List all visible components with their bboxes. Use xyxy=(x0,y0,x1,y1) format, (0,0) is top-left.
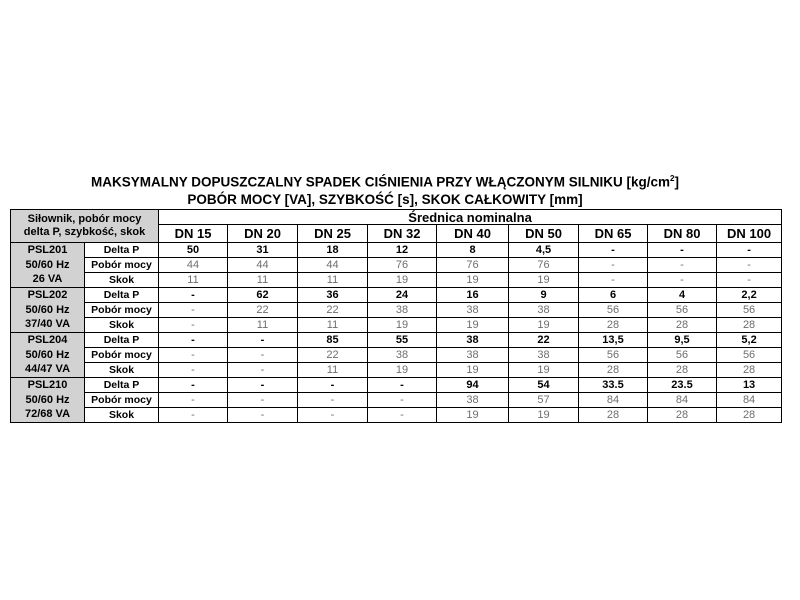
value-cell: 2,2 xyxy=(717,288,782,303)
actuator-spec: 50/60 Hz xyxy=(11,393,85,408)
value-cell: 19 xyxy=(509,318,579,333)
value-cell: - xyxy=(159,378,228,393)
value-cell: 9 xyxy=(509,288,579,303)
value-cell: 12 xyxy=(368,243,437,258)
value-cell: - xyxy=(298,408,368,423)
table-row xyxy=(11,288,782,303)
value-cell: 50 xyxy=(159,243,228,258)
value-cell: 56 xyxy=(717,303,782,318)
parameter-label: Pobór mocy xyxy=(85,393,159,408)
value-cell: - xyxy=(159,363,228,378)
value-cell: 44 xyxy=(228,258,298,273)
table-row xyxy=(11,408,782,423)
value-cell: 56 xyxy=(579,348,648,363)
table-row xyxy=(11,258,782,273)
value-cell: 76 xyxy=(437,258,509,273)
parameter-label: Pobór mocy xyxy=(85,348,159,363)
actuator-spec: 50/60 Hz xyxy=(11,258,85,273)
value-cell: 55 xyxy=(368,333,437,348)
value-cell: - xyxy=(368,393,437,408)
value-cell: - xyxy=(228,408,298,423)
value-cell: - xyxy=(368,378,437,393)
value-cell: - xyxy=(648,258,717,273)
value-cell: - xyxy=(298,393,368,408)
value-cell: 57 xyxy=(509,393,579,408)
table-row xyxy=(11,363,782,378)
value-cell: 56 xyxy=(648,348,717,363)
value-cell: - xyxy=(717,258,782,273)
value-cell: 28 xyxy=(648,363,717,378)
value-cell: 38 xyxy=(437,333,509,348)
value-cell: 85 xyxy=(298,333,368,348)
value-cell: 38 xyxy=(368,303,437,318)
value-cell: 84 xyxy=(717,393,782,408)
value-cell: 44 xyxy=(159,258,228,273)
value-cell: 4 xyxy=(648,288,717,303)
actuator-spec: 50/60 Hz xyxy=(11,303,85,318)
dn-header-cell: DN 50 xyxy=(509,225,579,243)
value-cell: 28 xyxy=(579,363,648,378)
value-cell: 8 xyxy=(437,243,509,258)
value-cell: 19 xyxy=(368,318,437,333)
parameter-label: Skok xyxy=(85,318,159,333)
table-row xyxy=(11,393,782,408)
dn-header-cell: DN 32 xyxy=(368,225,437,243)
value-cell: 11 xyxy=(228,273,298,288)
value-cell: - xyxy=(159,333,228,348)
value-cell: 22 xyxy=(509,333,579,348)
value-cell: 31 xyxy=(228,243,298,258)
actuator-spec: 37/40 VA xyxy=(11,318,85,333)
table-row xyxy=(11,243,782,258)
value-cell: 13 xyxy=(717,378,782,393)
value-cell: 18 xyxy=(298,243,368,258)
value-cell: 36 xyxy=(298,288,368,303)
value-cell: 4,5 xyxy=(509,243,579,258)
value-cell: 33.5 xyxy=(579,378,648,393)
dn-header-cell: DN 25 xyxy=(298,225,368,243)
title-line-1: MAKSYMALNY DOPUSZCZALNY SPADEK CIŚNIENIA PRZY WŁĄCZONYM SILNIKU $[kg/cm^2]$ xyxy=(91,174,679,190)
value-cell: 22 xyxy=(228,303,298,318)
value-cell: 28 xyxy=(717,408,782,423)
value-cell: 11 xyxy=(298,363,368,378)
value-cell: 28 xyxy=(648,408,717,423)
value-cell: - xyxy=(159,288,228,303)
value-cell: 94 xyxy=(437,378,509,393)
header-actuator-cell xyxy=(11,210,159,243)
value-cell: 19 xyxy=(368,363,437,378)
actuator-spec: 44/47 VA xyxy=(11,363,85,378)
dn-header-cell: DN 40 xyxy=(437,225,509,243)
parameter-label: Pobór mocy xyxy=(85,258,159,273)
dn-header-cell: DN 100 xyxy=(717,225,782,243)
value-cell: 56 xyxy=(579,303,648,318)
actuator-model: PSL210 xyxy=(11,378,85,393)
value-cell: 62 xyxy=(228,288,298,303)
parameter-label: Delta P xyxy=(85,288,159,303)
value-cell: 19 xyxy=(509,408,579,423)
value-cell: - xyxy=(717,243,782,258)
dn-header-cell: DN 65 xyxy=(579,225,648,243)
value-cell: - xyxy=(228,378,298,393)
value-cell: - xyxy=(228,363,298,378)
table-body xyxy=(11,210,782,423)
value-cell: 6 xyxy=(579,288,648,303)
value-cell: 38 xyxy=(509,348,579,363)
table-row xyxy=(11,273,782,288)
actuator-spec: 50/60 Hz xyxy=(11,348,85,363)
value-cell: 38 xyxy=(368,348,437,363)
value-cell: 44 xyxy=(298,258,368,273)
value-cell: 16 xyxy=(437,288,509,303)
value-cell: 11 xyxy=(228,318,298,333)
pressure-drop-table xyxy=(10,209,782,423)
value-cell: 28 xyxy=(579,318,648,333)
value-cell: - xyxy=(717,273,782,288)
dn-header-cell: DN 15 xyxy=(159,225,228,243)
value-cell: - xyxy=(228,333,298,348)
value-cell: 19 xyxy=(437,318,509,333)
value-cell: 13,5 xyxy=(579,333,648,348)
value-cell: 38 xyxy=(437,348,509,363)
value-cell: 19 xyxy=(437,273,509,288)
value-cell: - xyxy=(648,273,717,288)
value-cell: - xyxy=(368,408,437,423)
value-cell: - xyxy=(228,348,298,363)
table-title xyxy=(0,170,770,208)
value-cell: - xyxy=(298,378,368,393)
actuator-spec: 26 VA xyxy=(11,273,85,288)
value-cell: - xyxy=(159,393,228,408)
value-cell: 22 xyxy=(298,303,368,318)
value-cell: - xyxy=(228,393,298,408)
value-cell: 38 xyxy=(437,393,509,408)
dn-header-cell: DN 20 xyxy=(228,225,298,243)
parameter-label: Skok xyxy=(85,273,159,288)
value-cell: 11 xyxy=(159,273,228,288)
header-nominal-diameter: Średnica nominalna xyxy=(159,210,782,225)
value-cell: 11 xyxy=(298,273,368,288)
value-cell: 28 xyxy=(648,318,717,333)
actuator-model: PSL202 xyxy=(11,288,85,303)
parameter-label: Pobór mocy xyxy=(85,303,159,318)
parameter-label: Delta P xyxy=(85,378,159,393)
value-cell: 38 xyxy=(509,303,579,318)
parameter-label: Skok xyxy=(85,408,159,423)
value-cell: 19 xyxy=(509,273,579,288)
value-cell: - xyxy=(648,243,717,258)
value-cell: - xyxy=(159,303,228,318)
dn-header-cell: DN 80 xyxy=(648,225,717,243)
value-cell: 5,2 xyxy=(717,333,782,348)
value-cell: 84 xyxy=(579,393,648,408)
table-row xyxy=(11,378,782,393)
value-cell: 28 xyxy=(717,363,782,378)
value-cell: - xyxy=(579,258,648,273)
parameter-label: Delta P xyxy=(85,333,159,348)
value-cell: 76 xyxy=(509,258,579,273)
value-cell: 54 xyxy=(509,378,579,393)
table-row xyxy=(11,333,782,348)
value-cell: 76 xyxy=(368,258,437,273)
actuator-model: PSL201 xyxy=(11,243,85,258)
value-cell: 56 xyxy=(717,348,782,363)
table-row xyxy=(11,348,782,363)
table-row xyxy=(11,303,782,318)
value-cell: - xyxy=(579,273,648,288)
actuator-model: PSL204 xyxy=(11,333,85,348)
value-cell: 19 xyxy=(509,363,579,378)
value-cell: 28 xyxy=(579,408,648,423)
value-cell: 19 xyxy=(437,408,509,423)
value-cell: 84 xyxy=(648,393,717,408)
value-cell: 24 xyxy=(368,288,437,303)
value-cell: 28 xyxy=(717,318,782,333)
table-row xyxy=(11,318,782,333)
value-cell: 9,5 xyxy=(648,333,717,348)
header-actuator-line-2: delta P, szybkość, skok xyxy=(23,226,146,238)
value-cell: - xyxy=(159,318,228,333)
value-cell: - xyxy=(159,408,228,423)
parameter-label: Skok xyxy=(85,363,159,378)
actuator-spec: 72/68 VA xyxy=(11,408,85,423)
value-cell: 11 xyxy=(298,318,368,333)
value-cell: 19 xyxy=(368,273,437,288)
title-line-2: POBÓR MOCY [VA], SZYBKOŚĆ [s], SKOK CAŁKOWITY [mm] xyxy=(187,191,583,207)
value-cell: 56 xyxy=(648,303,717,318)
value-cell: 22 xyxy=(298,348,368,363)
value-cell: - xyxy=(579,243,648,258)
value-cell: 23.5 xyxy=(648,378,717,393)
parameter-label: Delta P xyxy=(85,243,159,258)
value-cell: - xyxy=(159,348,228,363)
value-cell: 19 xyxy=(437,363,509,378)
header-actuator-line-1: Siłownik, pobór mocy xyxy=(27,213,142,225)
value-cell: 38 xyxy=(437,303,509,318)
